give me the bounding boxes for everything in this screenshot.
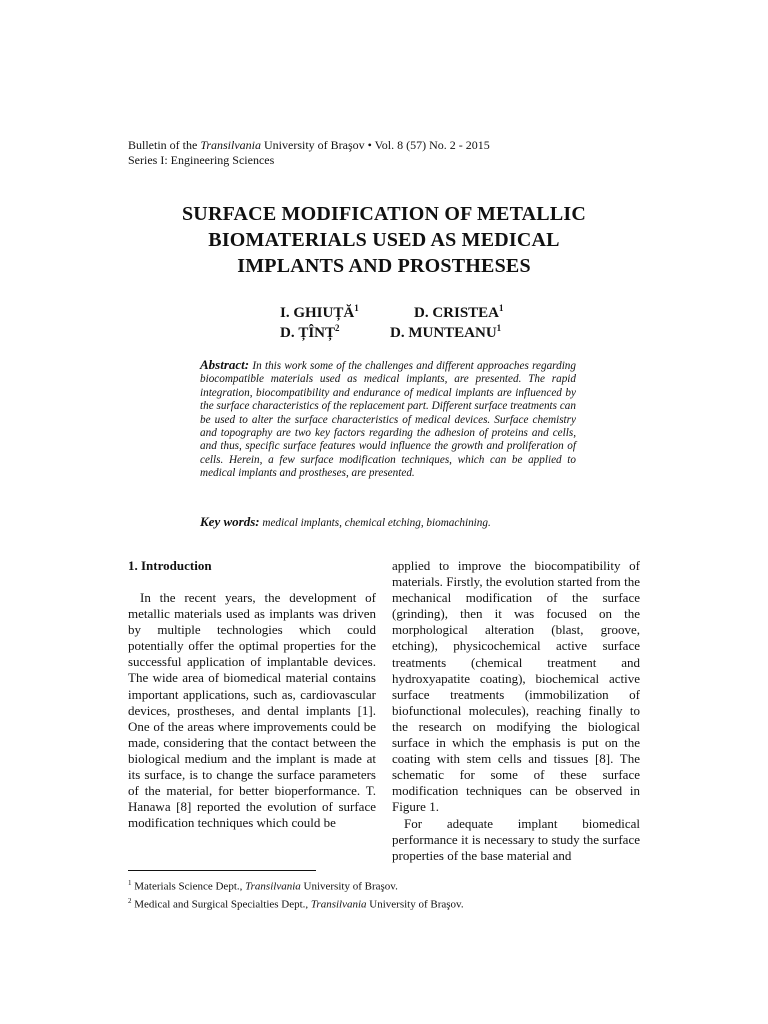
journal-header <box>128 138 490 168</box>
author-4: D. MUNTEANU$^1$ <box>390 323 502 341</box>
journal-line-1: Bulletin of the Transilvania University of Braşov • Vol. 8 (57) No. 2 - 2015 <box>128 138 490 152</box>
author-3: D. ȚÎNȚ$^2$ <box>280 323 340 341</box>
footnote-2: $^2$ Medical and Surgical Specialties Dept., Transilvania University of Braşov. <box>128 896 464 911</box>
abstract <box>200 358 576 481</box>
footnote-1: $^1$ Materials Science Dept., Transilvania University of Braşov. <box>128 879 398 893</box>
author-2: D. CRISTEA$^1$ <box>414 303 504 321</box>
journal-line-2: Series I: Engineering Sciences <box>128 153 275 167</box>
paragraph: In the recent years, the development of metallic materials used as implants was driven by multiple technologies which could potentially offer the optimal properties for the successful application of implantable devices. The wide area of biomedical material contains important applications, such as, cardiovascular devices, prostheses, and dental implants [1]. One of the areas where improvements could be made, considering that the contact between the biological medium and the implant is made at its surface, is to change the surface parameters of the material, for better bioperformance. T. Hanawa [8] reported the evolution of surface modification techniques which could be <box>128 590 376 831</box>
paper-title: SURFACE MODIFICATION OF METALLIC BIOMATERIALS USED AS MEDICAL IMPLANTS AND PROSTHESES <box>181 203 586 277</box>
section-heading: 1. Introduction <box>128 558 212 573</box>
paragraph: applied to improve the biocompatibility of materials. Firstly, the evolution started from the mechanical modification of the surface (grinding), then it was focused on the morphological alteration (blast, groove, etching), physicochemical active surface treatments (chemical treatment and hydroxyapatite coating), biochemical active surface treatments (immobilization of biofunctional molecules), reaching finally to the research on modifying the biological surface in which the emphasis is put on the coating with stem cells and tissues [8]. The schematic for some of these surface modification techniques can be observed in Figure 1. <box>392 558 640 815</box>
paragraph: For adequate implant biomedical performance it is necessary to study the surface properties of the base material and <box>392 815 640 863</box>
author-1: I. GHIUȚĂ$^1$ <box>280 303 359 321</box>
keywords-label: Key words: <box>200 514 260 529</box>
left-column <box>128 590 376 831</box>
abstract-text: In this work some of the challenges and different approaches regarding biocompatible materials used as medical implants, are presented. The rapid integration, biocompatibility and endurance of medical implants are influenced by the surface characteristics of the replacement part. Different surface treatments can be used to alter the surface characteristics of medical devices. Surface chemistry and topography are two key factors regarding the adhesion of proteins and cells, and thus, specific surface features would influence the growth and proliferation of cells. Herein, a few surface modification techniques, which can be applied to medical implants and prostheses, are presented. <box>200 360 576 480</box>
keywords <box>200 514 491 530</box>
footnotes <box>128 876 464 911</box>
footnote-divider <box>128 870 316 871</box>
right-column <box>392 558 640 864</box>
keywords-text: medical implants, chemical etching, biomachining. <box>262 517 491 529</box>
abstract-label: Abstract: <box>200 357 250 372</box>
